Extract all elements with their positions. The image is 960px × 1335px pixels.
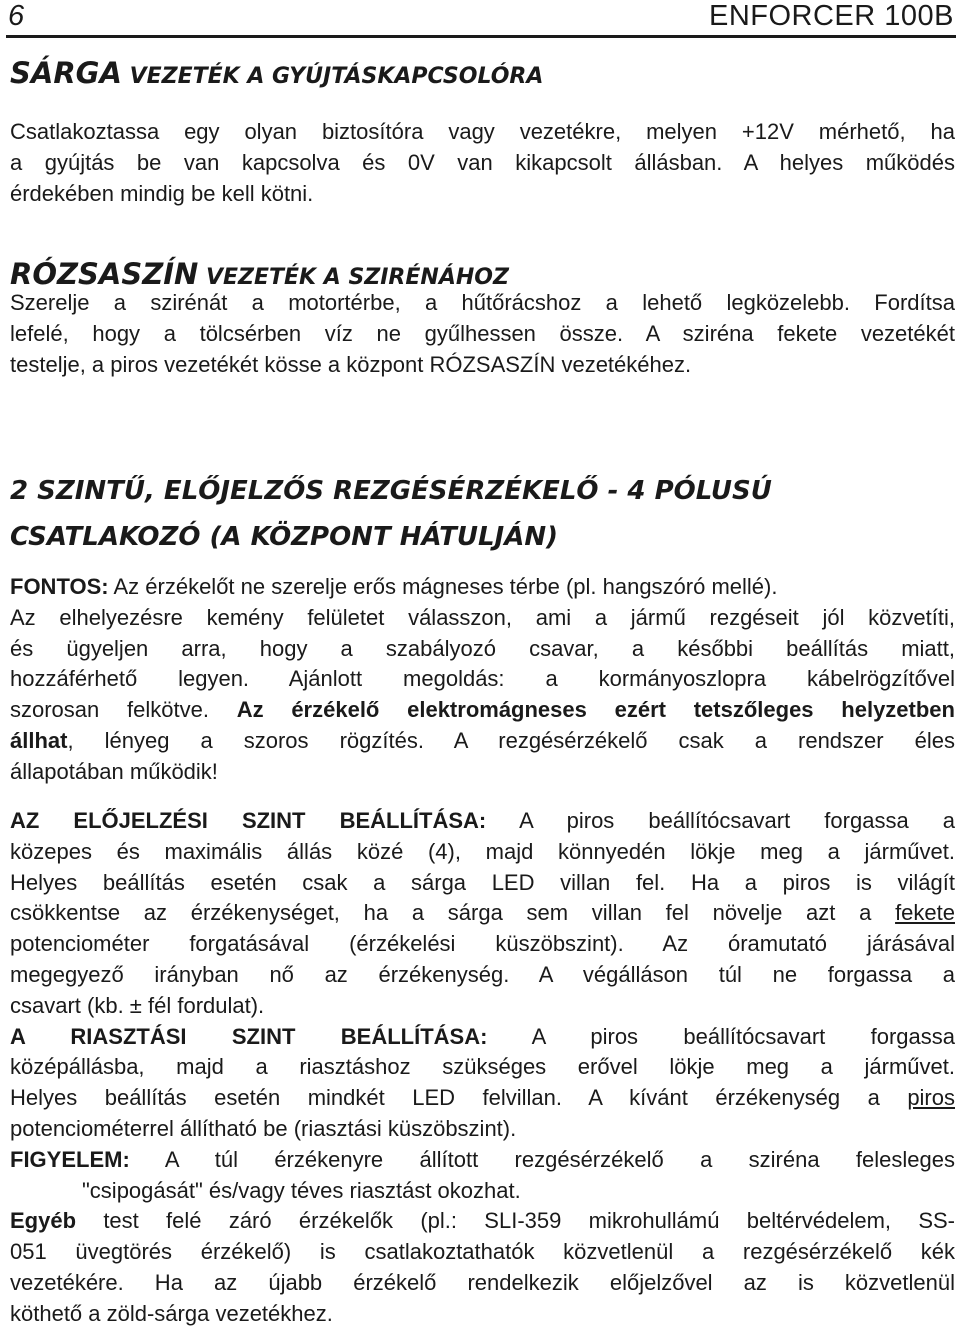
- text-span-bold: Az érzékelő elektromágneses ezért tetszőleges helyzetben: [236, 697, 955, 723]
- text-span: szorosan felkötve.: [10, 697, 237, 723]
- text-span: , lényeg a szoros rögzítés. A rezgésérzékelő csak a rendszer éles: [67, 727, 955, 753]
- text-line: [10, 695, 955, 726]
- heading-sensor-line2: CSATLAKOZÓ (A KÖZPONT HÁTULJÁN): [10, 522, 558, 552]
- heading-yellow-small: VEZETÉK A GYÚJTÁSKAPCSOLÓRA: [121, 64, 544, 89]
- heading-pink-wire: [10, 257, 509, 291]
- heading-pink-small: VEZETÉK A SZIRÉNÁHOZ: [198, 265, 509, 290]
- heading-pink-big: RÓZSASZÍN: [10, 257, 199, 291]
- text-line: [10, 1022, 955, 1053]
- paragraph-fontos: [10, 572, 955, 788]
- document-title: ENFORCER 100B: [708, 0, 954, 32]
- text-line: állapotában működik!: [10, 758, 218, 784]
- text-line: [10, 806, 955, 837]
- paragraph-pink: [10, 288, 955, 380]
- text-line: [10, 1083, 955, 1114]
- text-span: A piros beállítócsavart forgassa a: [486, 808, 955, 833]
- text-line: [10, 1145, 955, 1176]
- warning-label: FIGYELEM:: [10, 1146, 130, 1172]
- text-span: csökkentse az érzékenységet, ha a sárga sem villan fel növelje azt a: [10, 900, 896, 926]
- text-span-underlined: piros: [907, 1085, 955, 1111]
- fontos-label: FONTOS:: [10, 574, 109, 599]
- text-span: A piros beállítócsavart forgassa: [487, 1023, 955, 1049]
- heading-yellow-big: SÁRGA: [10, 56, 122, 90]
- text-line: közepes és maximális állás közé (4), majd könnyedén lökje meg a járművet.: [10, 838, 955, 864]
- text-line: 051 üvegtörés érzékelő) is csatlakoztathatók közvetlenül a rezgésérzékelő kék: [10, 1239, 955, 1265]
- alarm-label: A RIASZTÁSI SZINT BEÁLLÍTÁSA:: [10, 1023, 488, 1049]
- text-line: középállásba, majd a riasztáshoz szükséges erővel lökje meg a járművet.: [10, 1054, 955, 1080]
- text-line: vezetékére. Ha az újabb érzékelő rendelkezik előjelzővel az is közvetlenül: [10, 1269, 955, 1295]
- text-line: potenciométerrel állítható be (riasztási küszöbszint).: [10, 1115, 517, 1141]
- text-line: megegyező irányban nő az érzékenység. A végálláson túl ne forgassa a: [10, 961, 955, 987]
- prealarm-label: AZ ELŐJELZÉSI SZINT BEÁLLÍTÁSA:: [10, 808, 487, 833]
- text-span: Helyes beállítás esetén mindkét LED felvillan. A kívánt érzékenység a: [10, 1085, 908, 1111]
- text-line: [10, 726, 955, 757]
- text-line: [10, 898, 955, 929]
- text-span-underlined: fekete: [895, 900, 955, 926]
- text-line: "csipogását" és/vagy téves riasztást okozhat.: [82, 1177, 521, 1203]
- heading-sensor-line1: 2 SZINTŰ, ELŐJELZŐS REZGÉSÉRZÉKELŐ - 4 PÓLUSÚ: [10, 476, 772, 506]
- text-line: Csatlakoztassa egy olyan biztosítóra vagy vezetékre, melyen +12V mérhető, ha: [10, 119, 955, 144]
- text-line: és ügyeljen arra, hogy a szabályozó csavar, a későbbi beállítás miatt,: [10, 635, 955, 661]
- text-line: a gyújtás be van kapcsolva és 0V van kikapcsolt állásban. A helyes működés: [10, 149, 955, 175]
- page-number: 6: [8, 0, 25, 32]
- text-span: test felé záró érzékelők (pl.: SLI-359 mikrohullámú beltérvédelem, SS-: [76, 1208, 955, 1234]
- text-line: csavart (kb. ± fél fordulat).: [10, 992, 265, 1018]
- text-line: lefelé, hogy a tölcsérben víz ne gyűlhessen össze. A sziréna fekete vezetékét: [10, 320, 955, 346]
- header-divider: [6, 35, 956, 38]
- text-line: [10, 1206, 955, 1237]
- heading-yellow-wire: [10, 56, 543, 90]
- text-line: Szerelje a szirénát a motortérbe, a hűtőrácshoz a lehető legközelebb. Fordítsa: [10, 290, 955, 315]
- text-line: potenciométer forgatásával (érzékelési küszöbszint). Az óramutató járásával: [10, 931, 955, 957]
- text-span-bold: állhat: [10, 727, 68, 753]
- text-span: A túl érzékenyre állított rezgésérzékelő a sziréna felesleges: [129, 1146, 955, 1172]
- text-line: testelje, a piros vezetékét kösse a központ RÓZSASZÍN vezetékéhez.: [10, 351, 692, 377]
- text-line: hozzáférhető legyen. Ajánlott megoldás: a kormányoszlopra kábelrögzítővel: [10, 666, 955, 692]
- paragraph-prealarm: [10, 806, 955, 1330]
- text-line: [10, 572, 955, 603]
- fontos-text: Az érzékelőt ne szerelje erős mágneses térbe (pl. hangszóró mellé).: [108, 574, 778, 599]
- other-label: Egyéb: [10, 1208, 77, 1234]
- paragraph-yellow: [10, 117, 955, 209]
- text-line: Az elhelyezésre kemény felületet válasszon, ami a jármű rezgéseit jól közvetíti,: [10, 604, 955, 630]
- text-line: köthető a zöld-sárga vezetékhez.: [10, 1300, 333, 1326]
- text-line: Helyes beállítás esetén csak a sárga LED villan fel. Ha a piros is világít: [10, 869, 955, 895]
- text-line: érdekében mindig be kell kötni.: [10, 180, 314, 206]
